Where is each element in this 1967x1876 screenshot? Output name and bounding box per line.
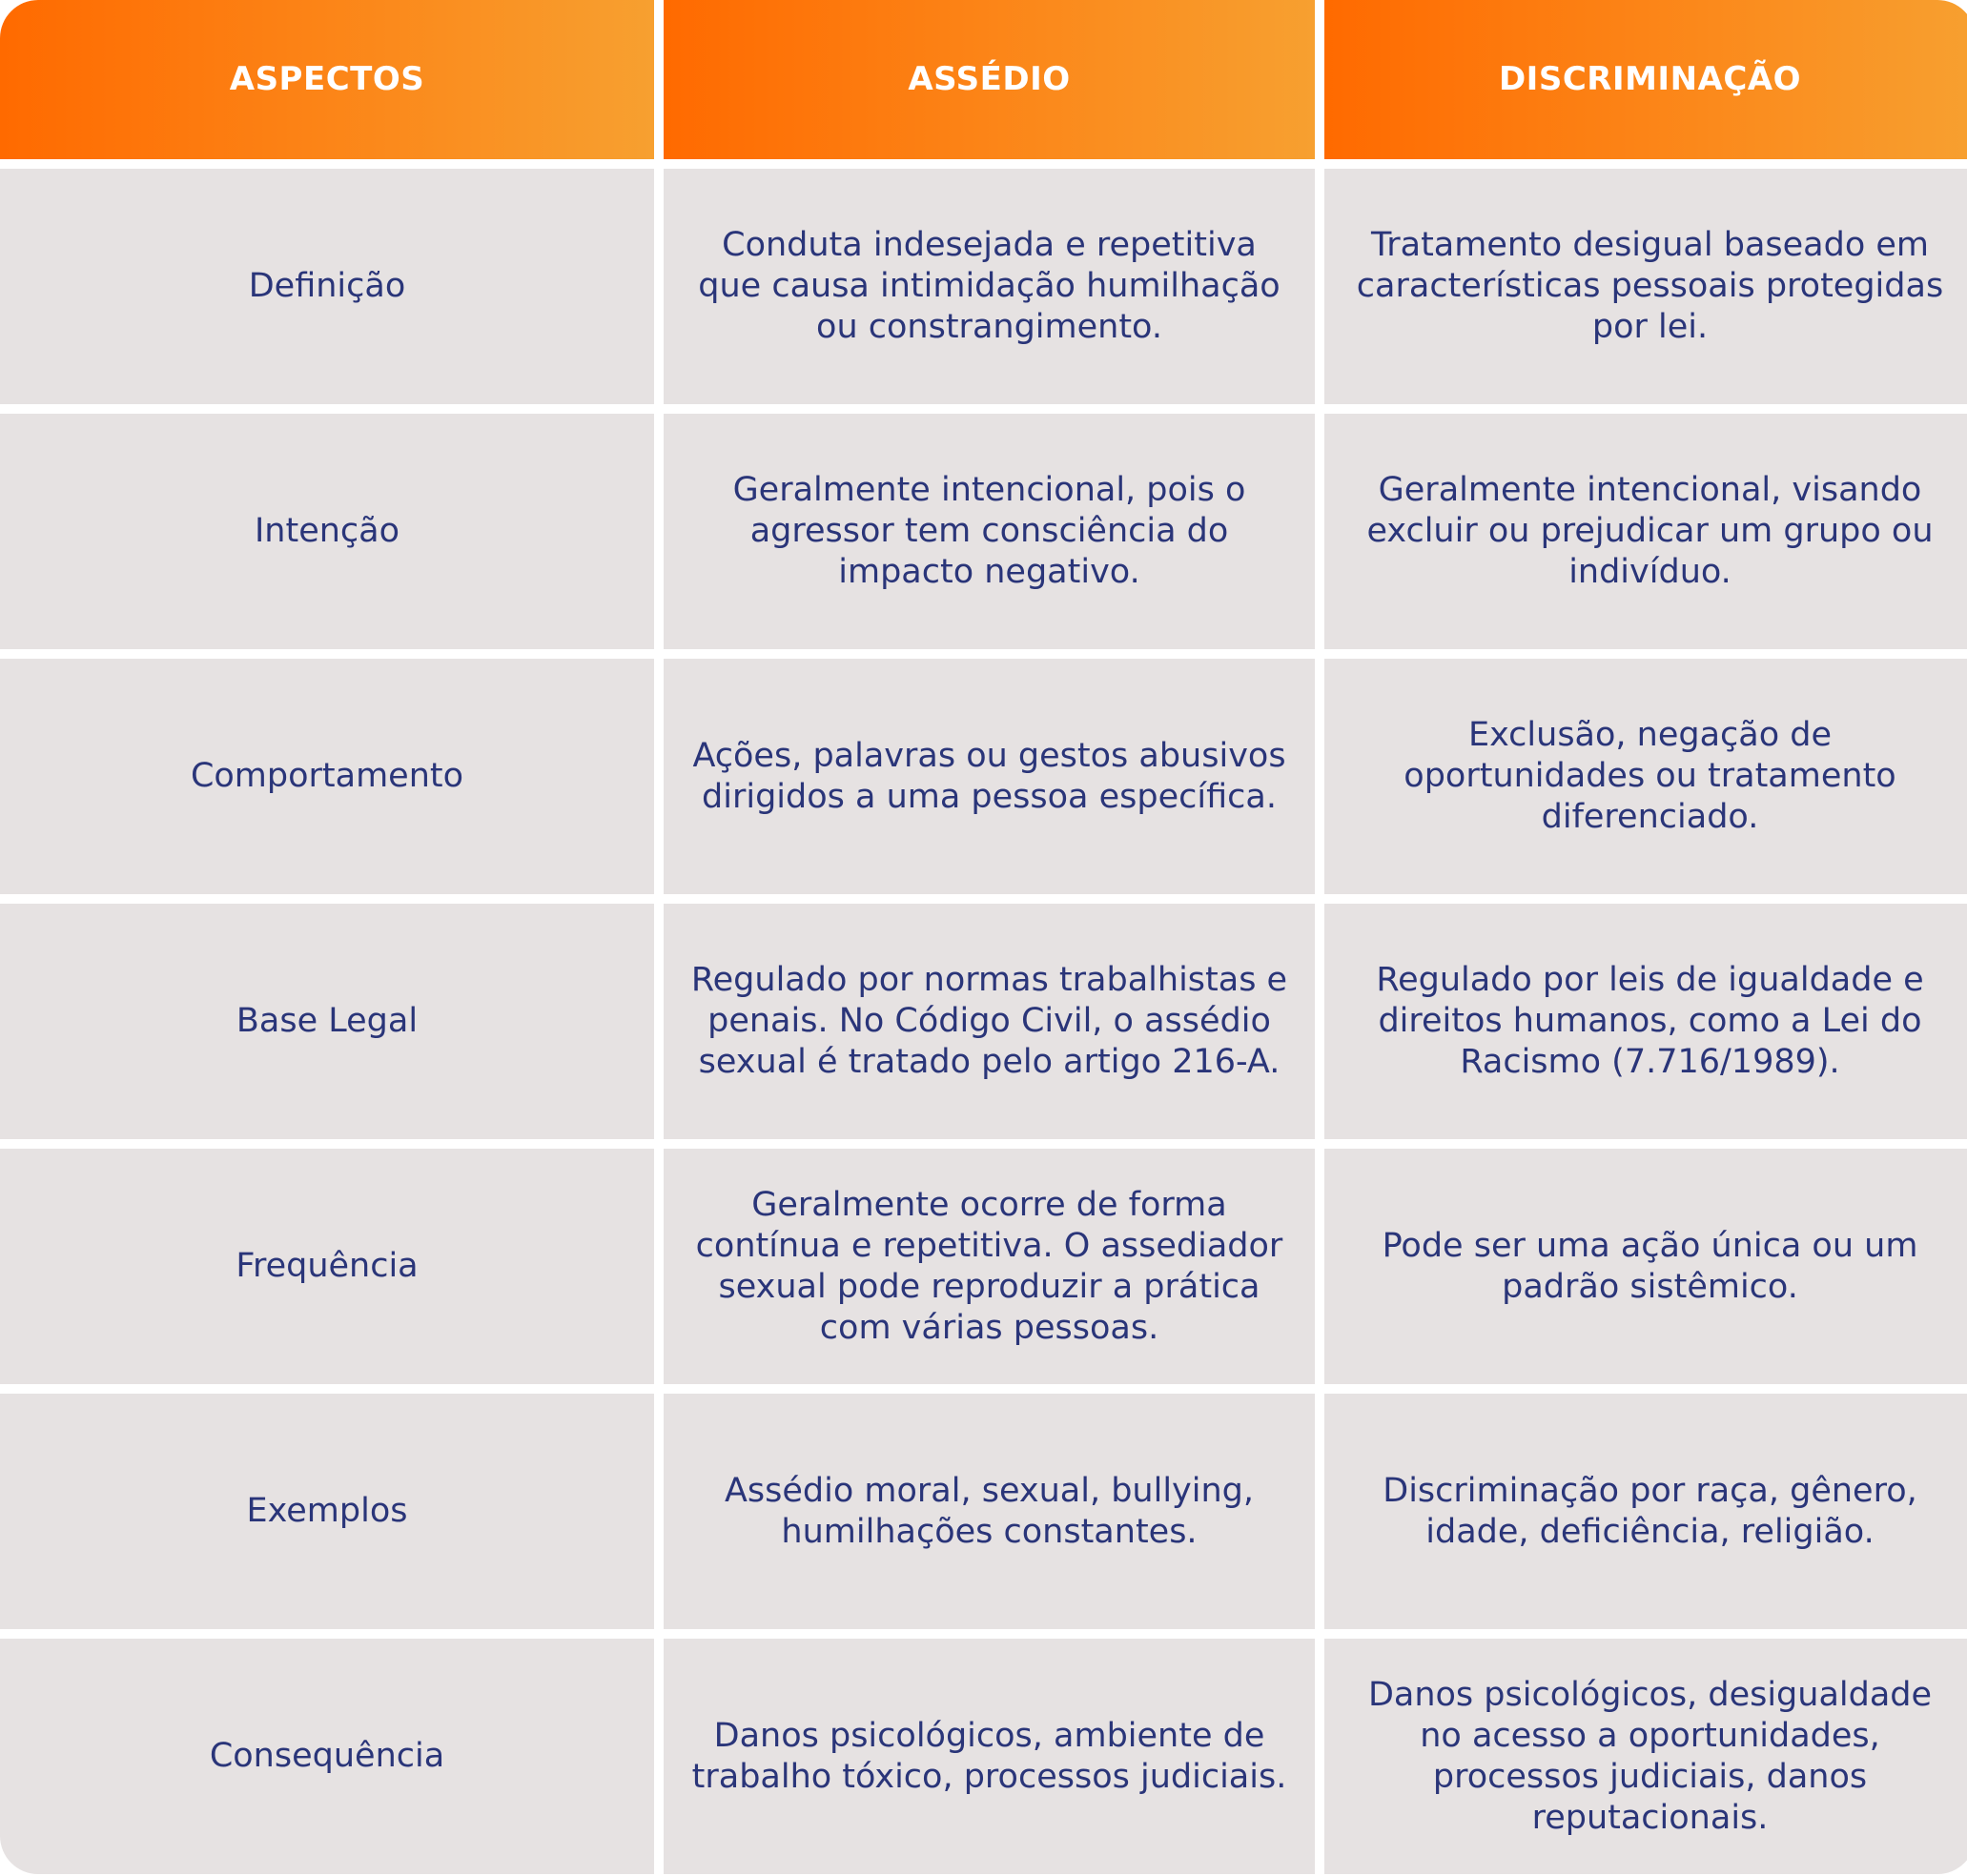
row-assedio-intencao: Geralmente intencional, pois o agressor tem consciência do impacto negativo. [664, 414, 1315, 649]
row-discriminacao-frequencia: Pode ser uma ação única ou um padrão sistêmico. [1324, 1149, 1967, 1384]
row-aspect-definicao: Definição [0, 169, 654, 404]
row-aspect-exemplos: Exemplos [0, 1394, 654, 1629]
row-aspect-comportamento: Comportamento [0, 659, 654, 894]
row-assedio-consequencia: Danos psicológicos, ambiente de trabalho tóxico, processos judiciais. [664, 1639, 1315, 1874]
row-discriminacao-consequencia: Danos psicológicos, desigualdade no acesso a oportunidades, processos judiciais, danos reputacionais. [1324, 1639, 1967, 1874]
row-discriminacao-base-legal: Regulado por leis de igualdade e direitos humanos, como a Lei do Racismo (7.716/1989). [1324, 904, 1967, 1139]
row-discriminacao-definicao: Tratamento desigual baseado em características pessoais protegidas por lei. [1324, 169, 1967, 404]
row-aspect-consequencia: Consequência [0, 1639, 654, 1874]
row-aspect-frequencia: Frequência [0, 1149, 654, 1384]
row-assedio-comportamento: Ações, palavras ou gestos abusivos dirigidos a uma pessoa específica. [664, 659, 1315, 894]
row-discriminacao-exemplos: Discriminação por raça, gênero, idade, deficiência, religião. [1324, 1394, 1967, 1629]
row-discriminacao-comportamento: Exclusão, negação de oportunidades ou tratamento diferenciado. [1324, 659, 1967, 894]
row-assedio-definicao: Conduta indesejada e repetitiva que causa intimidação humilhação ou constrangimento. [664, 169, 1315, 404]
row-assedio-exemplos: Assédio moral, sexual, bullying, humilhações constantes. [664, 1394, 1315, 1629]
header-aspectos: ASPECTOS [0, 0, 654, 159]
row-aspect-intencao: Intenção [0, 414, 654, 649]
header-discriminacao: DISCRIMINAÇÃO [1324, 0, 1967, 159]
row-aspect-base-legal: Base Legal [0, 904, 654, 1139]
header-assedio: ASSÉDIO [664, 0, 1315, 159]
row-assedio-base-legal: Regulado por normas trabalhistas e penais. No Código Civil, o assédio sexual é tratado pelo artigo 216-A. [664, 904, 1315, 1139]
row-assedio-frequencia: Geralmente ocorre de forma contínua e repetitiva. O assediador sexual pode reproduzir a prática com várias pessoas. [664, 1149, 1315, 1384]
row-discriminacao-intencao: Geralmente intencional, visando excluir ou prejudicar um grupo ou indivíduo. [1324, 414, 1967, 649]
